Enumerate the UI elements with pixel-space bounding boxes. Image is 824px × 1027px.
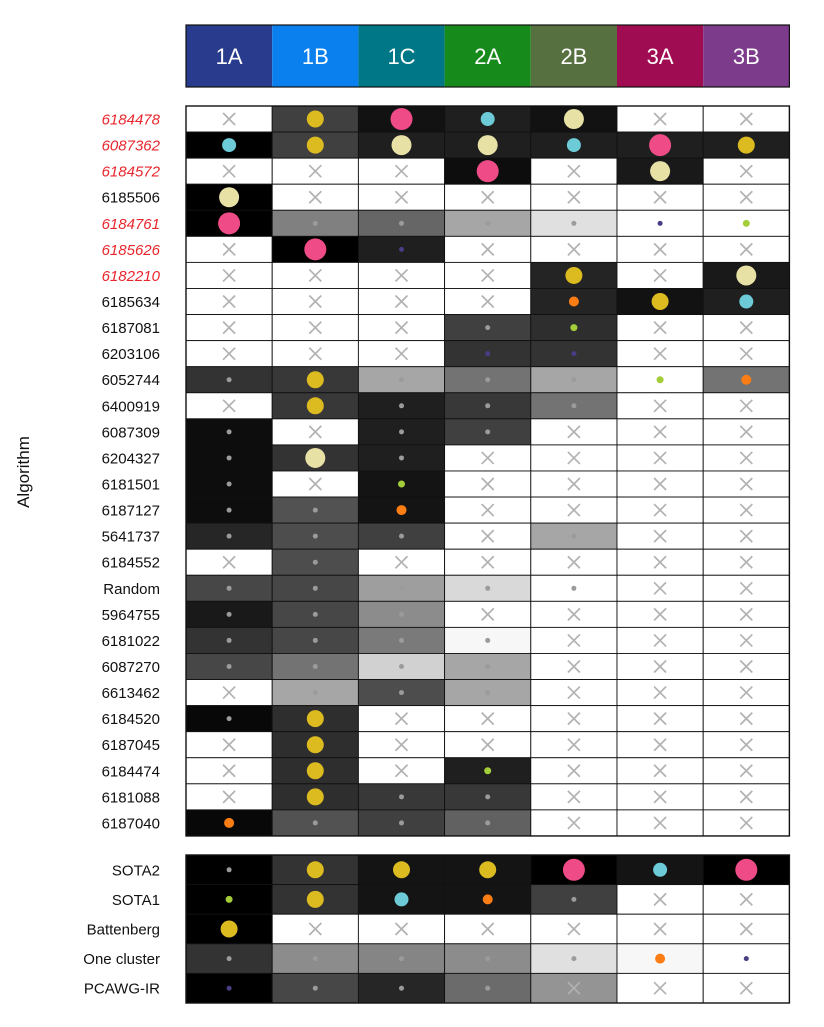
- row-label: 6185626: [101, 241, 160, 259]
- rank-dot: [652, 293, 669, 310]
- rank-dot: [227, 482, 232, 487]
- row-label: SOTA1: [111, 891, 160, 909]
- rank-dot: [313, 534, 318, 539]
- row-label: 6181501: [101, 476, 160, 494]
- rank-dot: [392, 135, 412, 155]
- rank-dot: [484, 767, 491, 774]
- rank-dot: [571, 534, 576, 539]
- row-label: 6187045: [101, 737, 160, 755]
- rank-dot: [655, 954, 665, 964]
- rank-dot: [741, 375, 751, 385]
- rank-dot: [744, 956, 749, 961]
- row-label: 6185634: [101, 294, 160, 312]
- rank-dot: [485, 351, 490, 356]
- rank-dot: [657, 376, 664, 383]
- rank-dot: [313, 664, 318, 669]
- rank-dot: [307, 736, 324, 753]
- rank-dot: [307, 111, 324, 128]
- rank-dot: [393, 861, 410, 878]
- rank-dot: [738, 137, 755, 154]
- rank-dot: [567, 138, 581, 152]
- rank-dot: [479, 861, 496, 878]
- row-label: 6184520: [101, 711, 160, 729]
- rank-dot: [227, 455, 232, 460]
- rank-dot: [399, 403, 404, 408]
- rank-dot: [399, 664, 404, 669]
- rank-dot: [313, 986, 318, 991]
- rank-dot: [307, 762, 324, 779]
- rank-dot: [571, 403, 576, 408]
- row-label: SOTA2: [111, 862, 160, 880]
- row-label: 6185506: [101, 189, 160, 207]
- rank-dot: [399, 377, 404, 382]
- rank-dot: [227, 586, 232, 591]
- rank-dot: [399, 221, 404, 226]
- rank-dot: [649, 134, 671, 156]
- rank-dot: [399, 612, 404, 617]
- rank-dot: [224, 818, 234, 828]
- rank-dot: [219, 187, 239, 207]
- rank-dot: [399, 956, 404, 961]
- rank-dot: [307, 397, 324, 414]
- rank-dot: [304, 238, 326, 260]
- rank-dot: [313, 612, 318, 617]
- row-label: 6181088: [101, 789, 160, 807]
- rank-dot: [571, 377, 576, 382]
- y-axis-label: Algorithm: [14, 436, 33, 508]
- row-label: 6181022: [101, 632, 160, 650]
- row-label: 5964755: [101, 606, 160, 624]
- rank-dot: [399, 429, 404, 434]
- rank-dot: [399, 794, 404, 799]
- row-label: PCAWG-IR: [83, 980, 160, 998]
- rank-dot: [307, 137, 324, 154]
- rank-dot: [307, 371, 324, 388]
- row-label: 6613462: [101, 685, 160, 703]
- row-label: 6087309: [101, 424, 160, 442]
- row-label: 6187081: [101, 320, 160, 338]
- rank-dot: [477, 160, 499, 182]
- rank-dot: [564, 109, 584, 129]
- rank-dot: [653, 863, 667, 877]
- rank-dot: [227, 429, 232, 434]
- row-label: 6184478: [101, 111, 160, 129]
- rank-dot: [485, 221, 490, 226]
- rank-dot: [313, 690, 318, 695]
- rank-dot: [307, 788, 324, 805]
- rank-dot: [313, 956, 318, 961]
- rank-dot: [483, 894, 493, 904]
- row-label: 6087270: [101, 659, 160, 677]
- rank-dot: [399, 820, 404, 825]
- column-header-label: 3A: [646, 44, 674, 69]
- rank-dot: [221, 921, 238, 938]
- rank-dot: [227, 534, 232, 539]
- rank-dot: [227, 867, 232, 872]
- rank-dot: [313, 221, 318, 226]
- rank-dot: [485, 325, 490, 330]
- rank-dot: [571, 351, 576, 356]
- rank-dot: [485, 403, 490, 408]
- rank-dot: [391, 108, 413, 130]
- row-label: 6204327: [101, 450, 160, 468]
- rank-dot: [227, 716, 232, 721]
- rank-dot: [485, 664, 490, 669]
- row-label: 6400919: [101, 398, 160, 416]
- row-label: 6187040: [101, 815, 160, 833]
- rank-dot: [313, 508, 318, 513]
- rank-dot: [485, 429, 490, 434]
- rank-dot: [227, 612, 232, 617]
- row-label: 6203106: [101, 346, 160, 364]
- rank-dot: [485, 586, 490, 591]
- rank-dot: [313, 560, 318, 565]
- rank-dot: [736, 265, 756, 285]
- row-label: Battenberg: [86, 921, 160, 939]
- rank-dot: [485, 638, 490, 643]
- column-header-label: 2A: [474, 44, 502, 69]
- rank-dot: [739, 295, 753, 309]
- rank-dot: [222, 138, 236, 152]
- rank-dot: [485, 690, 490, 695]
- column-header-label: 1C: [387, 44, 416, 69]
- column-header-label: 3B: [732, 44, 760, 69]
- row-label: One cluster: [83, 951, 160, 969]
- rank-dot: [478, 135, 498, 155]
- rank-dot: [485, 377, 490, 382]
- rank-dot: [397, 505, 407, 515]
- rank-dot: [218, 212, 240, 234]
- rank-dot: [399, 247, 404, 252]
- rank-dot: [481, 112, 495, 126]
- rank-dot: [569, 297, 579, 307]
- rank-dot: [485, 820, 490, 825]
- rank-dot: [227, 986, 232, 991]
- rank-dot: [227, 508, 232, 513]
- rank-dot: [313, 586, 318, 591]
- rank-dot: [227, 377, 232, 382]
- row-label: 6184572: [101, 163, 160, 181]
- rank-dot: [399, 455, 404, 460]
- rank-dot: [307, 710, 324, 727]
- rank-dot: [313, 638, 318, 643]
- rank-dot: [399, 690, 404, 695]
- row-label: 6087362: [101, 137, 160, 155]
- rank-dot: [571, 586, 576, 591]
- row-label: 6187127: [101, 502, 160, 520]
- rank-dot: [227, 638, 232, 643]
- rank-dot: [570, 324, 577, 331]
- row-label: Random: [103, 580, 160, 598]
- rank-dot: [563, 859, 585, 881]
- rank-dot: [650, 161, 670, 181]
- rank-dot: [485, 986, 490, 991]
- rank-dot: [399, 986, 404, 991]
- rank-dot: [227, 956, 232, 961]
- rank-dot: [399, 586, 404, 591]
- rank-dot: [313, 820, 318, 825]
- row-label: 6184552: [101, 554, 160, 572]
- row-label: 5641737: [101, 528, 160, 546]
- rank-dot: [399, 534, 404, 539]
- row-label: 6052744: [101, 372, 160, 390]
- column-header-label: 2B: [560, 44, 588, 69]
- rank-dot: [571, 897, 576, 902]
- rank-dot: [399, 638, 404, 643]
- rank-dot: [485, 956, 490, 961]
- rank-dot: [571, 221, 576, 226]
- rank-dot: [485, 794, 490, 799]
- rank-dot: [658, 221, 663, 226]
- rank-dot: [226, 896, 233, 903]
- rank-dot: [743, 220, 750, 227]
- row-label: 6182210: [101, 267, 160, 285]
- rank-dot: [398, 481, 405, 488]
- row-label: 6184761: [101, 215, 160, 233]
- column-header-label: 1B: [301, 44, 329, 69]
- rank-dot: [735, 859, 757, 881]
- row-label: 6184474: [101, 763, 160, 781]
- rank-dot: [227, 664, 232, 669]
- rank-dot: [307, 861, 324, 878]
- rank-dot: [565, 267, 582, 284]
- rank-dot: [571, 956, 576, 961]
- rank-dot: [305, 448, 325, 468]
- column-header-label: 1A: [215, 44, 243, 69]
- rank-dot: [307, 891, 324, 908]
- rank-dot: [395, 892, 409, 906]
